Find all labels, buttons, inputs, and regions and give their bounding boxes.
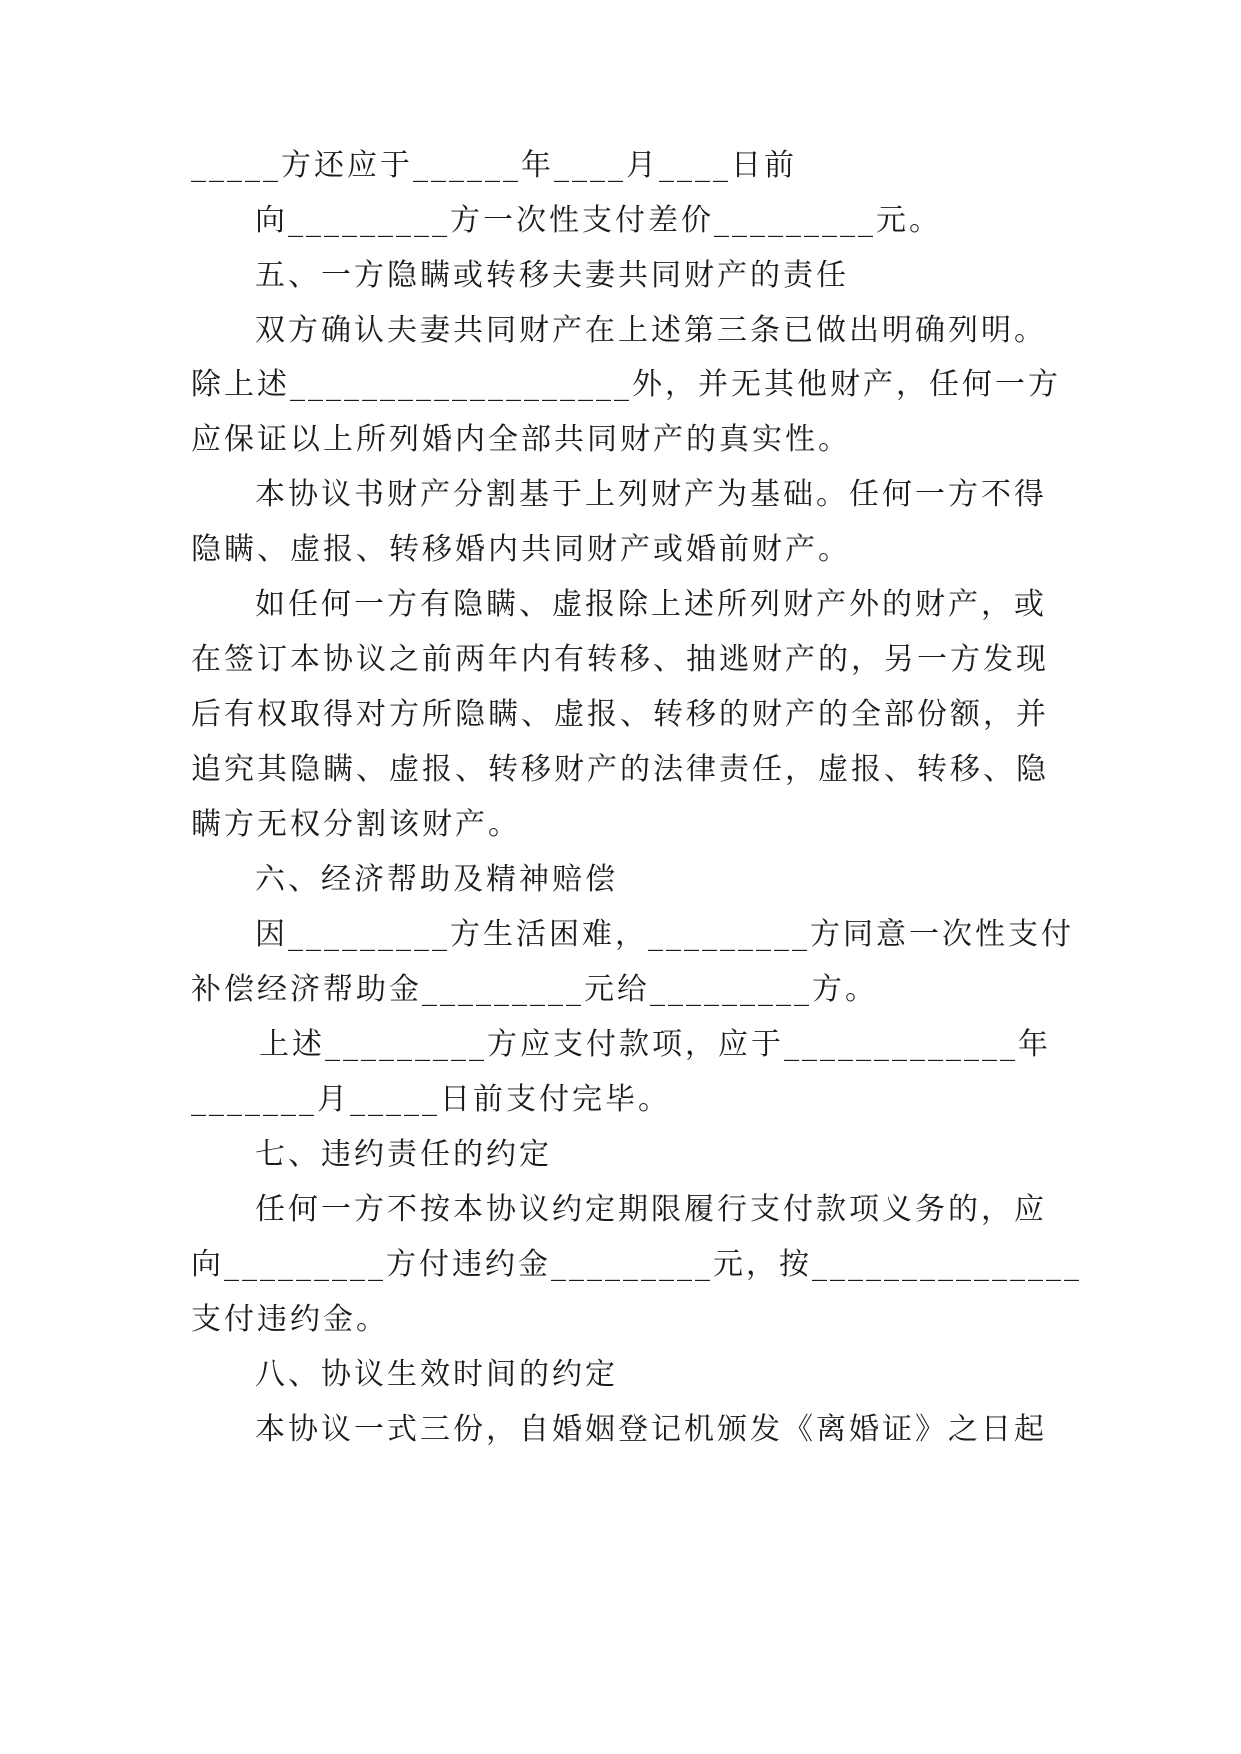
section-heading: 七、违约责任的约定	[255, 1137, 552, 1172]
text-line: 追究其隐瞒、虚报、转移财产的法律责任，虚报、转移、隐	[191, 752, 1049, 787]
text-line: _____方还应于______年____月____日前	[191, 148, 797, 183]
text-line: 向_________方付违约金_________元，按_______________	[191, 1247, 1082, 1282]
text-line: 补偿经济帮助金_________元给_________方。	[191, 972, 878, 1007]
text-line: 因_________方生活困难，_________方同意一次性支付	[255, 917, 1074, 952]
text-line: 应保证以上所列婚内全部共同财产的真实性。	[191, 422, 851, 457]
section-heading: 五、一方隐瞒或转移夫妻共同财产的责任	[255, 258, 849, 293]
text-line: 后有权取得对方所隐瞒、虚报、转移的财产的全部份额，并	[191, 697, 1049, 732]
text-line: 瞒方无权分割该财产。	[191, 807, 521, 842]
text-line: 在签订本协议之前两年内有转移、抽逃财产的，另一方发现	[191, 642, 1049, 677]
section-heading: 八、协议生效时间的约定	[255, 1357, 618, 1392]
text-line: 本协议一式三份，自婚姻登记机颁发《离婚证》之日起	[255, 1412, 1047, 1447]
text-line: 上述_________方应支付款项，应于_____________年	[259, 1027, 1051, 1062]
text-line: 任何一方不按本协议约定期限履行支付款项义务的，应	[255, 1192, 1047, 1227]
text-line: 支付违约金。	[191, 1302, 389, 1337]
text-line: 双方确认夫妻共同财产在上述第三条已做出明确列明。	[255, 313, 1047, 348]
text-line: _______月_____日前支付完毕。	[191, 1082, 671, 1117]
text-line: 本协议书财产分割基于上列财产为基础。任何一方不得	[255, 477, 1047, 512]
text-line: 隐瞒、虚报、转移婚内共同财产或婚前财产。	[191, 532, 851, 567]
text-line: 除上述___________________外，并无其他财产，任何一方	[191, 367, 1061, 402]
text-line: 向_________方一次性支付差价_________元。	[255, 203, 942, 238]
text-line: 如任何一方有隐瞒、虚报除上述所列财产外的财产，或	[255, 587, 1047, 622]
section-heading: 六、经济帮助及精神赔偿	[255, 862, 618, 897]
